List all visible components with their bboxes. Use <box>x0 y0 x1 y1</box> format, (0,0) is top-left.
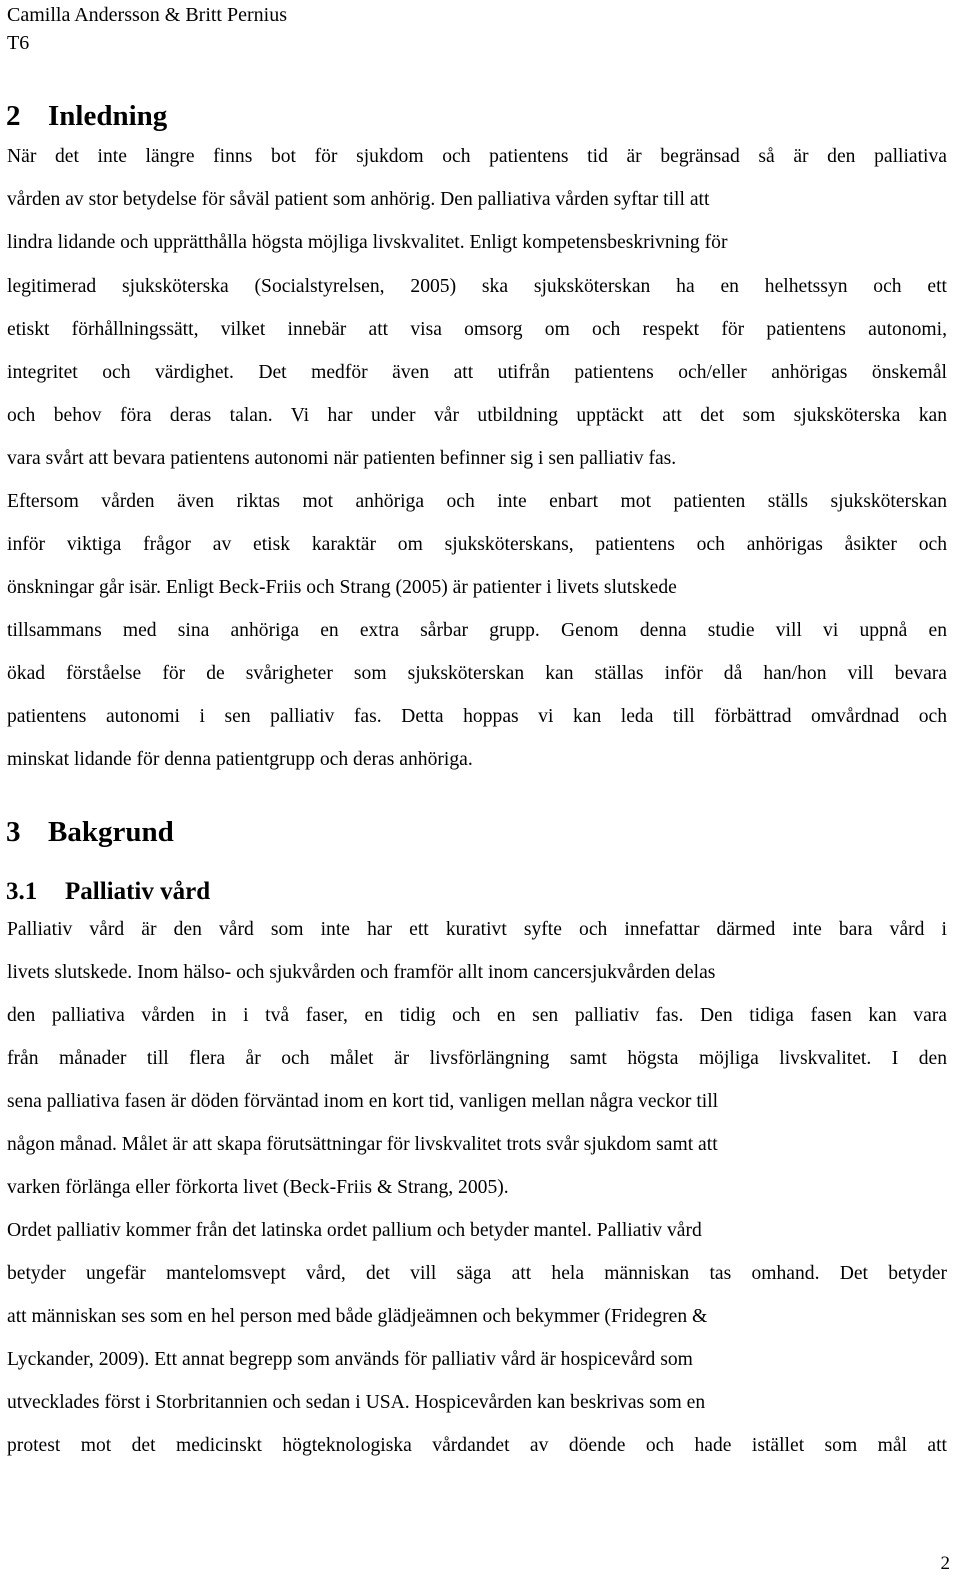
paragraph-line: När det inte längre finns bot för sjukdom och patientens tid är begränsad så är den palliativa <box>7 146 947 167</box>
paragraph-line: patientens autonomi i sen palliativ fas. Detta hoppas vi kan leda till förbättrad omvårdnad och <box>7 706 947 727</box>
header-authors: Camilla Andersson & Britt Pernius <box>7 4 287 26</box>
heading-number: 2 <box>6 100 21 132</box>
header-code: T6 <box>7 32 30 54</box>
paragraph-line: vården av stor betydelse för såväl patient som anhörig. Den palliativa vården syftar till att <box>7 189 710 210</box>
paragraph-line: någon månad. Målet är att skapa förutsättningar för livskvalitet trots svår sjukdom samt att <box>7 1134 718 1155</box>
paragraph-line: protest mot det medicinskt högteknologiska vårdandet av döende och hade istället som mål att <box>7 1435 947 1456</box>
paragraph-line: tillsammans med sina anhöriga en extra sårbar grupp. Genom denna studie vill vi uppnå en <box>7 620 947 641</box>
heading-title: Bakgrund <box>48 816 174 848</box>
paragraph-line: varken förlänga eller förkorta livet (Beck-Friis & Strang, 2005). <box>7 1177 509 1198</box>
paragraph-line: och behov föra deras talan. Vi har under vår utbildning upptäckt att det som sjuksköterska kan <box>7 405 947 426</box>
paragraph-line: livets slutskede. Inom hälso- och sjukvården och framför allt inom cancersjukvården delas <box>7 962 716 983</box>
paragraph-line: utvecklades först i Storbritannien och sedan i USA. Hospicevården kan beskrivas som en <box>7 1392 706 1413</box>
subheading-palliativ-vard <box>6 877 210 907</box>
paragraph-line: önskningar går isär. Enligt Beck-Friis och Strang (2005) är patienter i livets slutskede <box>7 577 677 598</box>
paragraph-line: Lyckander, 2009). Ett annat begrepp som används för palliativ vård är hospicevård som <box>7 1349 693 1370</box>
paragraph-line: Ordet palliativ kommer från det latinska ordet pallium och betyder mantel. Palliativ vård <box>7 1220 702 1241</box>
heading-inledning <box>6 99 167 133</box>
paragraph-line: sena palliativa fasen är döden förväntad inom en kort tid, vanligen mellan några veckor till <box>7 1091 719 1112</box>
paragraph-line: den palliativa vården in i två faser, en tidig och en sen palliativ fas. Den tidiga fasen kan vara <box>7 1005 947 1026</box>
paragraph-line: etiskt förhållningssätt, vilket innebär att visa omsorg om och respekt för patientens autonomi, <box>7 319 947 340</box>
heading-title: Inledning <box>48 100 168 132</box>
paragraph-line: lindra lidande och upprätthålla högsta möjliga livskvalitet. Enligt kompetensbeskrivning för <box>7 232 728 253</box>
paragraph-line: vara svårt att bevara patientens autonomi när patienten befinner sig i sen palliativ fas. <box>7 448 677 469</box>
paragraph-line: integritet och värdighet. Det medför även att utifrån patientens och/eller anhörigas önskemål <box>7 362 947 383</box>
heading-number: 3 <box>6 816 21 848</box>
paragraph-line: Palliativ vård är den vård som inte har ett kurativt syfte och innefattar därmed inte bara vård i <box>7 919 947 940</box>
subheading-number: 3.1 <box>6 878 38 905</box>
subheading-title: Palliativ vård <box>65 878 211 905</box>
paragraph-line: att människan ses som en hel person med både glädjeämnen och bekymmer (Fridegren & <box>7 1306 708 1327</box>
paragraph-line: ökad förståelse för de svårigheter som sjuksköterskan kan ställas inför då han/hon vill bevara <box>7 663 947 684</box>
paragraph-line: betyder ungefär mantelomsvept vård, det vill säga att hela människan tas omhand. Det betyder <box>7 1263 947 1284</box>
paragraph-line: minskat lidande för denna patientgrupp och deras anhöriga. <box>7 749 473 770</box>
page-number: 2 <box>940 1553 950 1574</box>
heading-bakgrund <box>6 815 174 849</box>
paragraph-line: från månader till flera år och målet är livsförlängning samt högsta möjliga livskvalitet. I den <box>7 1048 947 1069</box>
paragraph-line: legitimerad sjuksköterska (Socialstyrelsen, 2005) ska sjuksköterskan ha en helhetssyn och ett <box>7 276 947 297</box>
paragraph-line: inför viktiga frågor av etisk karaktär om sjuksköterskans, patientens och anhörigas åsikter och <box>7 534 947 555</box>
paragraph-line: Eftersom vården även riktas mot anhöriga och inte enbart mot patienten ställs sjuksköterskan <box>7 491 947 512</box>
